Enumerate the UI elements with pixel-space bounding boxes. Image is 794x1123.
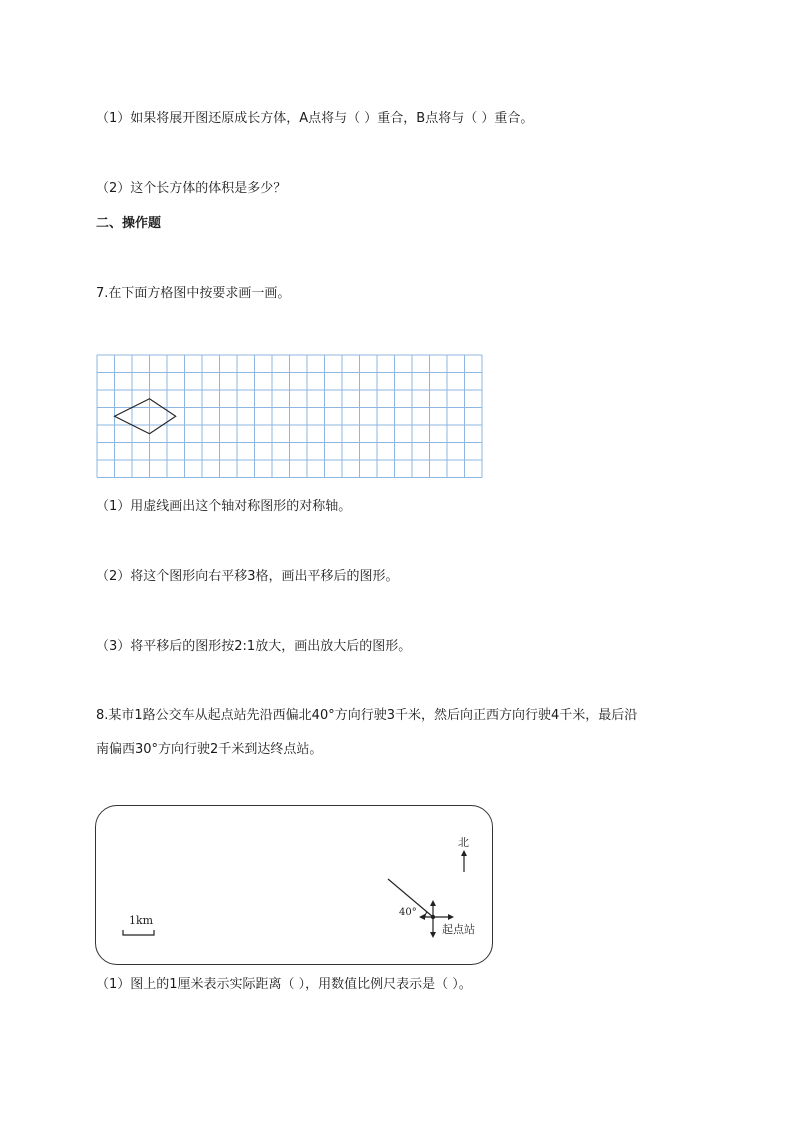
- q6-part1-text: （1）如果将展开图还原成长方体，A点将与（ ）重合，B点将与（ ）重合。: [96, 111, 534, 126]
- angle-arc: [425, 912, 427, 917]
- q6-part2-text: （2）这个长方体的体积是多少？: [96, 181, 287, 196]
- q8-prompt-line1: 8.某市1路公交车从起点站先沿西偏北40°方向行驶3千米，然后向正西方向行驶4千米，最后沿: [96, 708, 638, 723]
- north-label: 北: [458, 836, 469, 849]
- start-station-label: 起点站: [442, 923, 475, 936]
- q7-prompt: 7.在下面方格图中按要求画一画。: [96, 286, 291, 301]
- grid-paper[interactable]: [96, 354, 484, 484]
- q8-prompt-line2: 南偏西30°方向行驶2千米到达终点站。: [96, 742, 323, 757]
- compass-west-arrow-icon: [419, 914, 425, 920]
- q7-part2-text: （2）将这个图形向右平移3格，画出平移后的图形。: [96, 569, 399, 584]
- compass-north-arrow-icon: [430, 900, 436, 906]
- angle-label: 40°: [399, 907, 417, 918]
- scale-label: 1km: [129, 914, 154, 927]
- scale-bar: [123, 930, 154, 935]
- q8-part1-text: （1）图上的1厘米表示实际距离（ ），用数值比例尺表示是（ ）。: [96, 977, 472, 992]
- north-arrowhead-icon: [461, 850, 467, 856]
- compass-south-arrow-icon: [430, 932, 436, 938]
- section-heading: 二、操作题: [96, 216, 162, 231]
- route-map-drawing: [96, 806, 494, 966]
- q7-part3-text: （3）将平移后的图形按2:1放大，画出放大后的图形。: [96, 639, 412, 654]
- route-map-frame: [95, 805, 493, 965]
- compass-east-arrow-icon: [448, 914, 454, 920]
- q7-part1-text: （1）用虚线画出这个轴对称图形的对称轴。: [96, 499, 352, 514]
